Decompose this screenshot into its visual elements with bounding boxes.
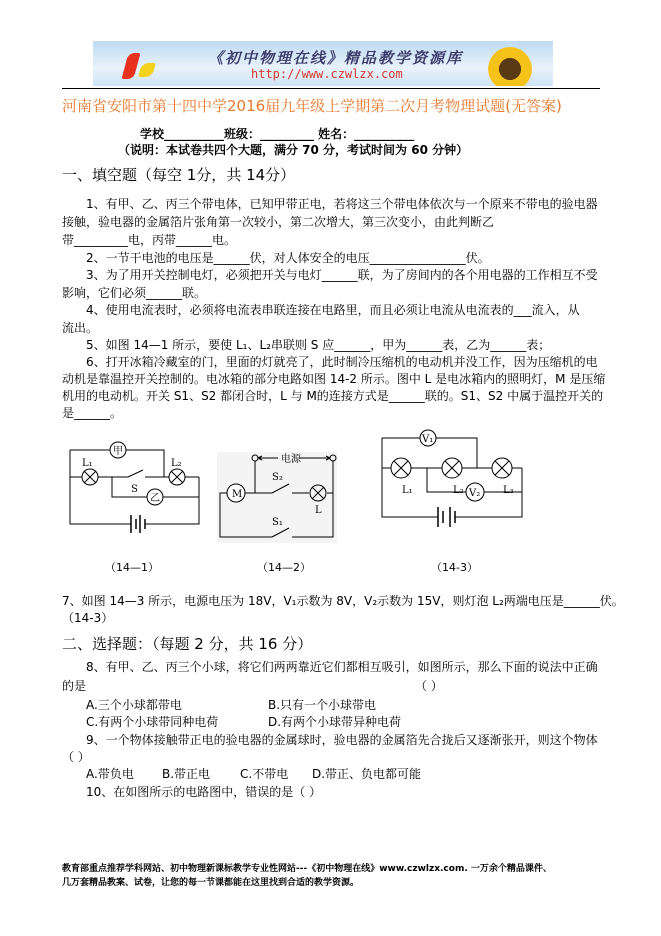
q1-line: 带_________电，丙带______电。: [62, 233, 237, 247]
circuit-14-3: [382, 430, 522, 527]
q3-line: 影响，它们必须______联。: [62, 286, 207, 300]
lamp-l-label: L: [315, 505, 322, 516]
section1-heading: 一、填空题（每空 1分，共 14分）: [62, 166, 296, 184]
exam-note: （说明：本试卷共四个大题，满分 70 分，考试时间为 60 分钟）: [118, 143, 469, 157]
q8-option-a: A.三个小球都带电: [86, 698, 182, 712]
banner-title: 《初中物理在线》精品教学资源库: [208, 49, 464, 67]
q9-option-b: B.带正电: [162, 767, 211, 781]
q6-line: 6、打开冰箱冷藏室的门，里面的灯就亮了，此时制冷压缩机的电动机并没工作，因为压缩机的电: [86, 355, 598, 369]
q10-line: 10、在如图所示的电路图中，错误的是（ ）: [86, 785, 322, 799]
banner-url: http://www.czwlzx.com: [251, 67, 403, 81]
q9-option-c: C.不带电: [240, 767, 289, 781]
switch-s2-label: S₂: [272, 472, 283, 483]
lamp-l2-label: L₂: [453, 485, 464, 496]
q8-option-b: B.只有一个小球带电: [268, 698, 377, 712]
q8-answer-paren: （ ）: [415, 679, 443, 693]
q6-line: 动机是靠温控开关控制的。电冰箱的部分电路如图 14-2 所示。图中 L 是电冰箱内的照明灯，M 是压缩: [62, 372, 606, 386]
q8-option-c: C.有两个小球带同种电荷: [86, 715, 219, 729]
q6-line: 是______。: [62, 406, 123, 420]
power-source-label: 电源: [281, 454, 301, 465]
footer-line: 教育部重点推荐学科网站、初中物理新课标教学专业性网站---《初中物理在线》www.czwlzx.com. 一万余个精品课件、: [62, 864, 552, 874]
q7-line: （14-3）: [62, 611, 114, 625]
q2-line: 2、一节干电池的电压是______伏，对人体安全的电压________________伏。: [86, 251, 490, 265]
q4-line: 4、使用电流表时，必须将电流表串联连接在电路里，而且必须让电流从电流表的___流入，从: [86, 303, 580, 317]
lamp-l1-label: L₁: [82, 458, 93, 469]
motor-m-label: M: [232, 489, 243, 500]
voltmeter-v1-label: V₁: [422, 434, 434, 445]
ammeter-jia-label: 甲: [113, 446, 123, 457]
lamp-l1-label: L₁: [402, 485, 413, 496]
q7-line: 7、如图 14—3 所示，电源电压为 18V，V₁示数为 8V，V₂示数为 15V，则灯泡 L₂两端电压是______伏。: [62, 594, 624, 608]
voltmeter-v2-label: V₂: [469, 488, 481, 499]
student-info-line: 学校__________班级：_________ 姓名：__________: [140, 127, 415, 141]
ammeter-yi-label: 乙: [150, 493, 160, 504]
q9-option-a: A.带负电: [86, 767, 134, 781]
q9-answer-paren: （ ）: [62, 750, 90, 764]
q8-option-d: D.有两个小球带异种电荷: [268, 715, 402, 729]
q6-line: 机用的电动机。开关 S1、S2 都闭合时，L 与 M的连接方式是______联的。S1、S2 中属于温控开关的: [62, 389, 604, 403]
section2-heading: 二、选择题：（每题 2 分，共 16 分）: [62, 635, 313, 653]
q9-line: 9、一个物体接触带正电的验电器的金属球时，验电器的金属箔先合拢后又逐渐张开，则这个物体: [86, 733, 598, 747]
page-title: 河南省安阳市第十四中学2016届九年级上学期第二次月考物理试题(无答案): [62, 97, 562, 115]
q3-line: 3、为了用开关控制电灯，必须把开关与电灯______联，为了房间内的各个用电器的工作相互不受: [86, 268, 598, 282]
q4-line: 流出。: [62, 321, 99, 335]
q8-line: 的是: [62, 679, 87, 693]
footer-line: 几万套精品教案、试卷，让您的每一节课都能在这里找到合适的教学资源。: [62, 878, 360, 888]
lamp-l2-label: L₂: [171, 458, 182, 469]
q1-line: 接触，验电器的金属箔片张角第一次较小，第二次增大，第三次变小，由此判断乙: [62, 215, 495, 229]
switch-s1-label: S₁: [272, 517, 283, 528]
figure-caption-14-1: （14—1）: [105, 561, 159, 574]
q5-line: 5、如图 14—1 所示，要使 L₁、L₂串联则 S 应______，甲为______表，乙为______表；: [86, 338, 551, 352]
figure-caption-14-3: （14-3）: [431, 561, 478, 574]
q8-line: 8、有甲、乙、丙三个小球，将它们两两靠近它们都相互吸引，如图所示，那么下面的说法中正确: [86, 660, 598, 674]
q9-option-d: D.带正、负电都可能: [312, 767, 422, 781]
figure-caption-14-2: （14—2）: [257, 561, 311, 574]
lamp-l3-label: L₃: [503, 485, 514, 496]
switch-s-label: S: [131, 484, 138, 495]
q1-line: 1、有甲、乙、丙三个带电体，已知甲带正电，若将这三个带电体依次与一个原来不带电的验电器: [86, 197, 598, 211]
